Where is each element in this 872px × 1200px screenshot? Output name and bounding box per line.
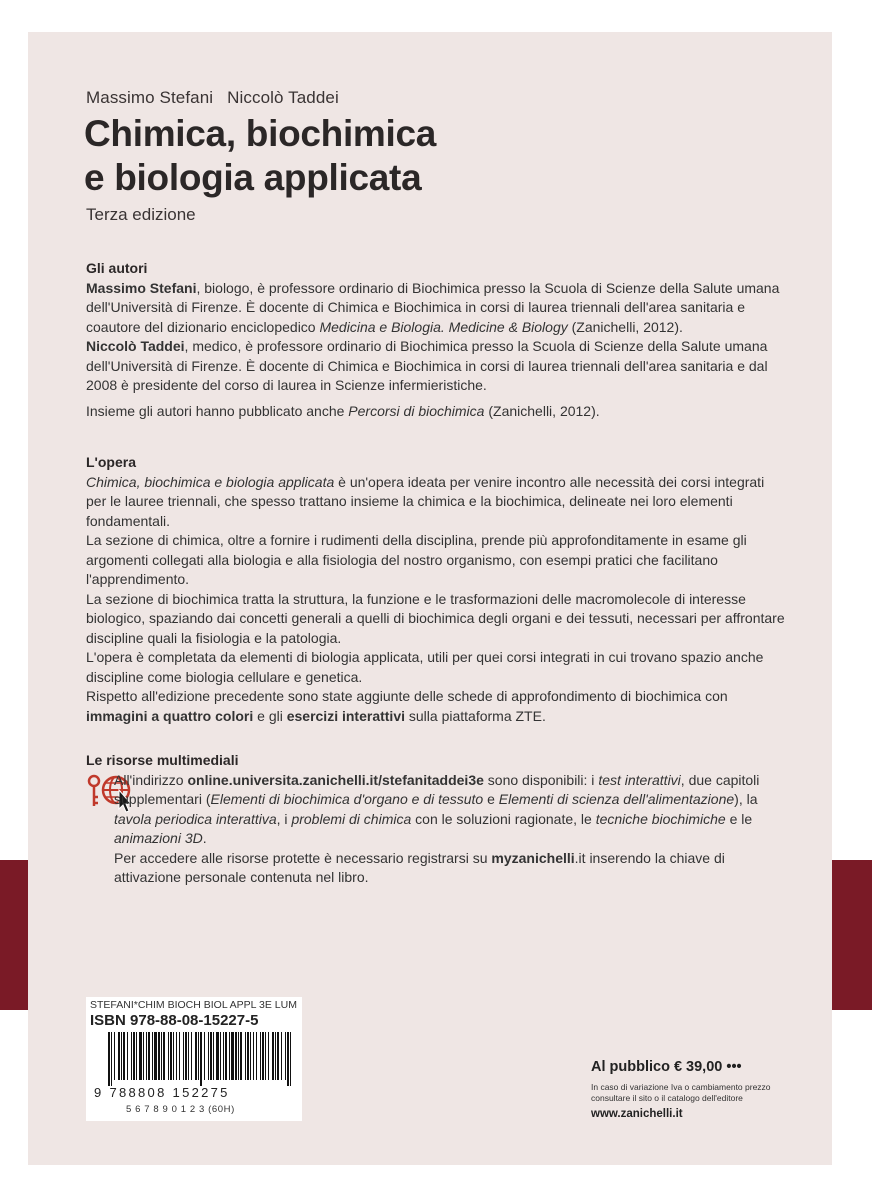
barcode-bar bbox=[260, 1032, 261, 1080]
res-p1-d: , i bbox=[276, 810, 292, 827]
publisher-website: www.zanichelli.it bbox=[591, 1108, 683, 1120]
catalog-code: STEFANI*CHIM BIOCH BIOL APPL 3E LUM bbox=[90, 999, 297, 1011]
barcode-bar bbox=[238, 1032, 239, 1080]
barcode-bar bbox=[275, 1032, 276, 1080]
stefani-bio-text: , biologo, è professore ordinario di Biochimica presso la Scuola di Scienze della Salute umana dell'Università di Firenze. È docente di Chimica e Biochimica in corsi di laurea triennali dell'area sanitaria e coautore del dizionario enciclopedico bbox=[86, 279, 780, 335]
barcode-bar bbox=[188, 1032, 189, 1080]
barcode-bar bbox=[281, 1032, 282, 1080]
barcode-bar bbox=[136, 1032, 137, 1080]
work-paragraph-1 bbox=[86, 473, 786, 532]
res-chapter-1: Elementi di biochimica d'organo e di tessuto bbox=[210, 791, 484, 807]
barcode-bar bbox=[191, 1032, 192, 1080]
multimedia-paragraph-1 bbox=[114, 771, 786, 849]
barcode-bar bbox=[229, 1032, 230, 1080]
barcode-bar bbox=[290, 1032, 291, 1086]
barcode-bar bbox=[170, 1032, 172, 1080]
work-p5-bold-1: immagini a quattro colori bbox=[86, 707, 254, 724]
barcode-bar bbox=[118, 1032, 120, 1080]
barcode-bar bbox=[247, 1032, 249, 1080]
barcode-bars bbox=[106, 1032, 296, 1086]
barcode-bar bbox=[208, 1032, 209, 1080]
authors-section bbox=[86, 259, 786, 421]
barcode-bar bbox=[231, 1032, 234, 1080]
taddei-bio bbox=[86, 337, 786, 396]
work-paragraph-5 bbox=[86, 687, 786, 726]
res-p1-mid: sono disponibili: i bbox=[483, 771, 599, 788]
res-p2-end: .it inserendo la chiave di attivazione personale contenuta nel libro. bbox=[114, 849, 725, 885]
barcode-bar bbox=[277, 1032, 279, 1080]
barcode-bar bbox=[173, 1032, 174, 1080]
barcode-bar bbox=[143, 1032, 144, 1080]
res-test-interattivi: test interattivi bbox=[598, 771, 681, 788]
barcode-bar bbox=[123, 1032, 125, 1080]
barcode-bar bbox=[121, 1032, 122, 1080]
barcode-bar bbox=[195, 1032, 197, 1080]
res-problemi: problemi di chimica bbox=[291, 810, 412, 827]
work-section bbox=[86, 453, 786, 726]
title-line-1: Chimica, biochimica bbox=[84, 113, 437, 154]
stefani-bio bbox=[86, 279, 786, 338]
res-tecniche: tecniche biochimiche bbox=[595, 810, 726, 827]
barcode-bar bbox=[139, 1032, 142, 1080]
barcode-bar bbox=[265, 1032, 266, 1080]
taddei-name: Niccolò Taddei bbox=[86, 338, 185, 354]
edition-label: Terza edizione bbox=[86, 205, 196, 224]
barcode-bar bbox=[253, 1032, 254, 1080]
barcode-bar bbox=[268, 1032, 269, 1080]
barcode-bar bbox=[183, 1032, 184, 1080]
isbn: ISBN 978-88-08-15227-5 bbox=[90, 1012, 259, 1029]
barcode-bar bbox=[161, 1032, 162, 1080]
barcode-bar bbox=[158, 1032, 160, 1080]
barcode-bar bbox=[204, 1032, 205, 1080]
barcode-bar bbox=[154, 1032, 157, 1080]
res-p1-b: , due capitoli supplementari ( bbox=[114, 771, 760, 807]
work-p5-mid: e gli bbox=[253, 707, 287, 724]
joint-book-title: Percorsi di biochimica bbox=[348, 402, 485, 419]
work-p1-text: è un'opera ideata per venire incontro alle necessità dei corsi integrati per le lauree triennali, che spesso trattano insieme la chimica e la biochimica, delineate nei loro elementi fondamentali. bbox=[86, 473, 765, 529]
barcode-bar bbox=[114, 1032, 115, 1080]
stefani-bio-end: (Zanichelli, 2012). bbox=[567, 318, 683, 335]
barcode-label bbox=[86, 997, 302, 1121]
price-note: In caso di variazione Iva o cambiamento prezzo consultare il sito o il catalogo dell'editore bbox=[591, 1082, 771, 1103]
barcode-bar bbox=[185, 1032, 187, 1080]
work-paragraph-4: L'opera è completata da elementi di biologia applicata, utili per quei corsi integrati in cui trovano spazio anche discipline come biologia cellulare e genetica. bbox=[86, 649, 764, 685]
joint-works-text: Insieme gli autori hanno pubblicato anche bbox=[86, 402, 349, 419]
title-line-2: e biologia applicata bbox=[84, 157, 422, 198]
res-p2-start: Per accedere alle risorse protette è necessario registrarsi su bbox=[114, 849, 492, 866]
multimedia-heading: Le risorse multimediali bbox=[86, 752, 239, 768]
barcode-bar bbox=[176, 1032, 177, 1080]
barcode-bar bbox=[220, 1032, 221, 1080]
barcode-bar bbox=[168, 1032, 169, 1080]
barcode-bar bbox=[210, 1032, 212, 1080]
author-taddei: Niccolò Taddei bbox=[227, 88, 339, 107]
barcode-bar bbox=[111, 1032, 112, 1086]
barcode-bar bbox=[200, 1032, 202, 1086]
joint-works bbox=[86, 402, 786, 422]
price-label: Al pubblico € 39,00 ••• bbox=[591, 1059, 742, 1075]
taddei-bio-text: , medico, è professore ordinario di Biochimica presso la Scuola di Scienze della Salute umana dell'Università di Firenze. È docente di Chimica e Biochimica in corsi di laurea triennali dell'area sanitaria e dal 2008 è presidente del corso di laurea in Scienze infermieristiche. bbox=[86, 338, 768, 393]
res-p1-end: . bbox=[202, 830, 207, 846]
barcode-bar bbox=[146, 1032, 147, 1080]
joint-works-end: (Zanichelli, 2012). bbox=[484, 402, 600, 419]
work-heading: L'opera bbox=[86, 454, 137, 470]
barcode-bar bbox=[133, 1032, 135, 1080]
barcode-bar bbox=[240, 1032, 242, 1080]
authors-heading: Gli autori bbox=[86, 260, 148, 276]
stefani-book-title: Medicina e Biologia. Medicine & Biology bbox=[319, 318, 568, 335]
work-title-italic: Chimica, biochimica e biologia applicata bbox=[86, 473, 335, 490]
barcode-bar bbox=[152, 1032, 153, 1080]
work-paragraph-2: La sezione di chimica, oltre a fornire i rudimenti della disciplina, prende più approfonditamente in esame gli argomenti collegati alla biologia e alla fisiologia del nostro organismo, con esempi pratici che facilitano l'apprendimento. bbox=[86, 532, 747, 587]
res-p1-g: e le bbox=[725, 810, 753, 827]
barcode-bar bbox=[272, 1032, 274, 1080]
barcode-bar bbox=[225, 1032, 227, 1080]
left-color-stripe bbox=[0, 860, 28, 1010]
res-p1-f: con le soluzioni ragionate, le bbox=[411, 810, 596, 827]
res-chapter-2: Elementi di scienza dell'alimentazione bbox=[498, 791, 735, 807]
barcode-bar bbox=[287, 1032, 289, 1086]
barcode-bar bbox=[108, 1032, 110, 1086]
barcode-bar bbox=[262, 1032, 264, 1080]
multimedia-section bbox=[86, 751, 786, 888]
barcode-bar bbox=[163, 1032, 165, 1080]
barcode-bar bbox=[250, 1032, 251, 1080]
multimedia-paragraph-2 bbox=[114, 849, 786, 888]
myzanichelli-label: myzanichelli bbox=[491, 849, 575, 866]
work-p5-end: sulla piattaforma ZTE. bbox=[405, 707, 546, 724]
work-p5-start: Rispetto all'edizione precedente sono state aggiunte delle schede di approfondimento di biochimica con bbox=[86, 688, 728, 704]
resources-url: online.universita.zanichelli.it/stefanitaddei3e bbox=[187, 771, 484, 788]
res-animazioni: animazioni 3D bbox=[114, 830, 203, 846]
barcode-bar bbox=[148, 1032, 150, 1080]
stefani-name: Massimo Stefani bbox=[86, 279, 197, 296]
res-p1-start: All'indirizzo bbox=[114, 771, 188, 788]
res-p1-c: ), la bbox=[734, 791, 758, 807]
author-stefani: Massimo Stefani bbox=[86, 88, 214, 107]
barcode-bar bbox=[131, 1032, 132, 1080]
barcode-bar bbox=[127, 1032, 128, 1080]
work-paragraph-3: La sezione di biochimica tratta la struttura, la funzione e le trasformazioni delle macromolecole di interesse biologico, spaziando dai concetti generali a quelli di biochimica degli organi e dei tessuti, necessari per affrontare discipline quali la fisiologia e la patologia. bbox=[86, 590, 785, 646]
barcode-bar bbox=[245, 1032, 246, 1080]
barcode-bar bbox=[198, 1032, 199, 1080]
barcode-bar bbox=[216, 1032, 219, 1080]
right-color-stripe bbox=[832, 860, 872, 1010]
barcode-bar bbox=[285, 1032, 286, 1080]
barcode-bar bbox=[223, 1032, 224, 1080]
res-tavola: tavola periodica interattiva bbox=[114, 810, 277, 827]
book-title bbox=[84, 112, 436, 200]
barcode-bar bbox=[213, 1032, 214, 1080]
author-names bbox=[86, 88, 353, 108]
barcode-bar bbox=[235, 1032, 237, 1080]
barcode-digits: 9 788808 152275 bbox=[94, 1085, 230, 1100]
barcode-bar bbox=[179, 1032, 180, 1080]
barcode-secondary-number: 5 6 7 8 9 0 1 2 3 (60H) bbox=[126, 1104, 235, 1115]
barcode-bar bbox=[256, 1032, 257, 1080]
res-p1-e: e bbox=[483, 791, 499, 807]
work-p5-bold-2: esercizi interattivi bbox=[286, 707, 405, 724]
